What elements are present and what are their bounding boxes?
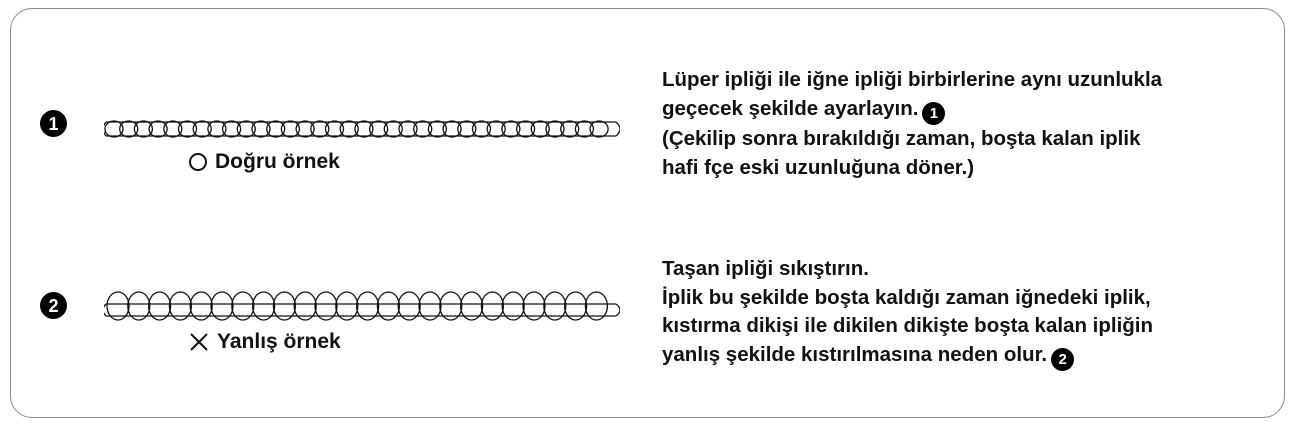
correct-desc-line-1: Lüper ipliği ile iğne ipliği birbirlerine aynı uzunlukla [662,68,1163,91]
marker-1-number: 1 [48,113,59,134]
inline-marker-2: 2 [1051,348,1074,371]
wrong-stitch-diagram [104,282,620,338]
marker-1 [40,110,67,137]
correct-caption-text: Doğru örnek [215,150,340,173]
inline-marker-1: 1 [922,102,945,125]
correct-desc-line-4: hafi fçe eski uzunluğuna döner.) [662,155,975,179]
wrong-desc-line-3: kıstırma dikişi ile dikilen dikişte boşta kalan ipliğin [662,314,1154,337]
wrong-desc-line-4-wrap [662,341,1153,372]
correct-desc-line-2: geçecek şekilde ayarlayın. [662,96,919,120]
wrong-caption [188,330,341,354]
correct-caption [188,150,340,174]
wrong-caption-text: Yanlış örnek [217,330,341,353]
marker-2 [40,292,67,319]
correct-stitch-diagram [104,104,620,154]
correct-desc-line-2-wrap [662,95,1162,126]
wrong-desc-line-4: yanlış şekilde kıstırılmasına neden olur. [662,342,1048,366]
correct-desc-line-3: (Çekilip sonra bırakıldığı zaman, boşta kalan iplik [662,127,1141,151]
correct-description [662,66,1162,182]
wrong-description [662,255,1153,371]
circle-icon [188,152,208,172]
wrong-desc-line-2: İplik bu şekilde boşta kaldığı zaman iğnedeki iplik, [662,285,1151,309]
marker-2-number: 2 [48,295,59,316]
wrong-desc-line-1: Taşan ipliği sıkıştırın. [662,257,869,280]
cross-icon [188,331,210,353]
